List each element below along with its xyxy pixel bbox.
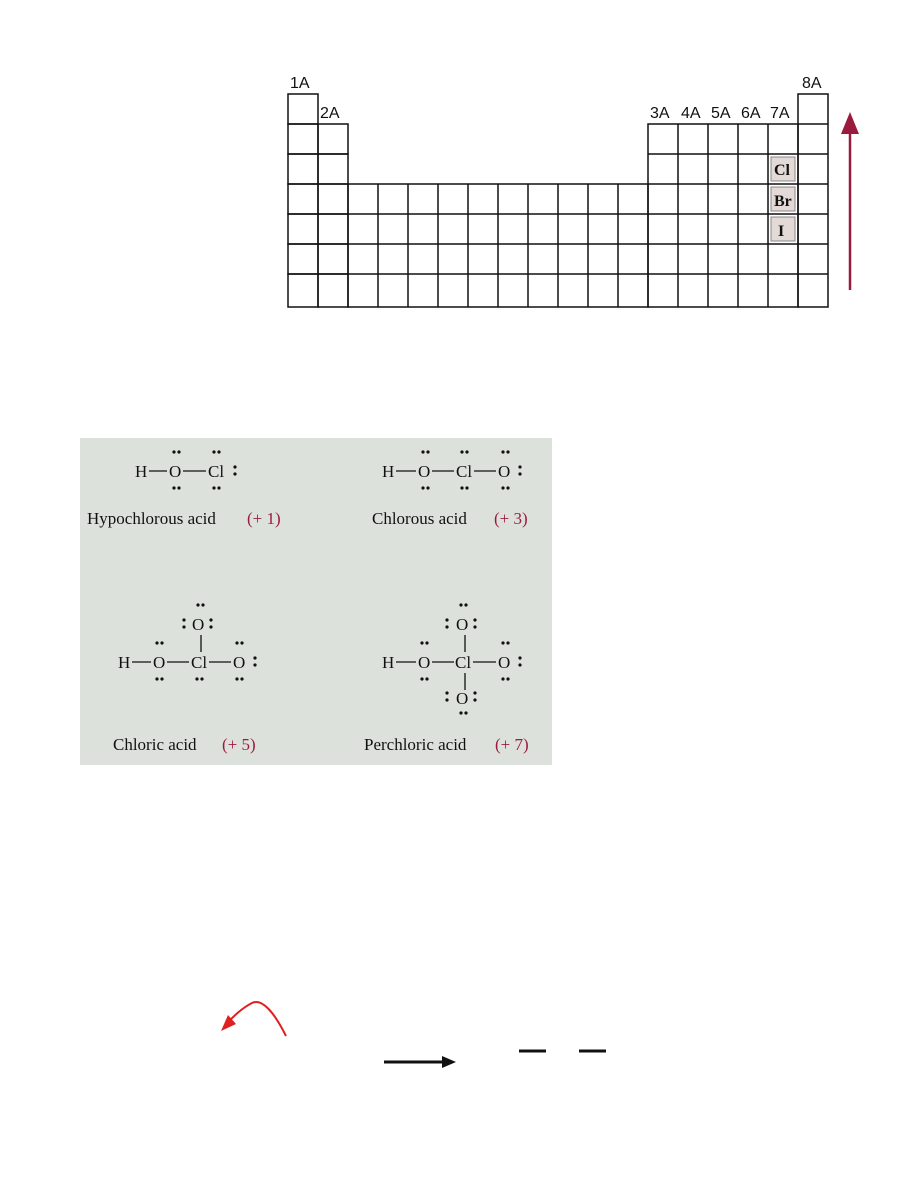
group-label-5a: 5A	[711, 105, 731, 122]
element-i: I	[778, 223, 785, 240]
atom-o-bottom: O	[456, 689, 469, 708]
chlorous-name: Chlorous acid	[372, 509, 467, 528]
hypochlorous-ox-state: (+ 1)	[247, 509, 281, 528]
group-label-6a: 6A	[741, 105, 761, 122]
atom-o: O	[233, 653, 246, 672]
atom-o: O	[418, 653, 431, 672]
atom-o-top: O	[192, 615, 205, 634]
group-label-7a: 7A	[770, 105, 790, 122]
group-label-3a: 3A	[650, 105, 670, 122]
atom-h: H	[118, 653, 131, 672]
perchloric-structure	[382, 603, 522, 714]
hypochlorous-structure	[135, 450, 237, 489]
atom-o: O	[498, 653, 511, 672]
atom-cl: Cl	[191, 653, 208, 672]
atom-o-top: O	[456, 615, 469, 634]
atom-o: O	[169, 462, 182, 481]
curved-arrow-icon	[221, 1002, 286, 1036]
atom-o: O	[498, 462, 511, 481]
atom-h: H	[135, 462, 148, 481]
right-arrow-icon	[384, 1056, 456, 1068]
perchloric-ox-state: (+ 7)	[495, 735, 529, 754]
element-br: Br	[774, 193, 792, 210]
hypochlorous-name: Hypochlorous acid	[87, 509, 216, 528]
group-label-8a: 8A	[802, 75, 822, 92]
group-label-1a: 1A	[290, 75, 310, 92]
chlorous-structure	[382, 450, 522, 489]
atom-h: H	[382, 462, 395, 481]
atom-cl: Cl	[456, 462, 473, 481]
chlorous-ox-state: (+ 3)	[494, 509, 528, 528]
table-grid	[288, 94, 828, 307]
atom-cl: Cl	[208, 462, 225, 481]
atom-cl: Cl	[455, 653, 472, 672]
periodic-table	[0, 0, 918, 320]
perchloric-name: Perchloric acid	[364, 735, 467, 754]
group-label-2a: 2A	[320, 105, 340, 122]
bottom-annotations	[0, 990, 918, 1090]
atom-o: O	[418, 462, 431, 481]
atom-h: H	[382, 653, 395, 672]
lewis-structures-panel	[80, 438, 552, 765]
up-arrow-icon	[841, 112, 859, 290]
atom-o: O	[153, 653, 166, 672]
chloric-ox-state: (+ 5)	[222, 735, 256, 754]
chloric-structure	[118, 603, 257, 680]
chloric-name: Chloric acid	[113, 735, 197, 754]
element-cl: Cl	[774, 162, 790, 179]
group-label-4a: 4A	[681, 105, 701, 122]
